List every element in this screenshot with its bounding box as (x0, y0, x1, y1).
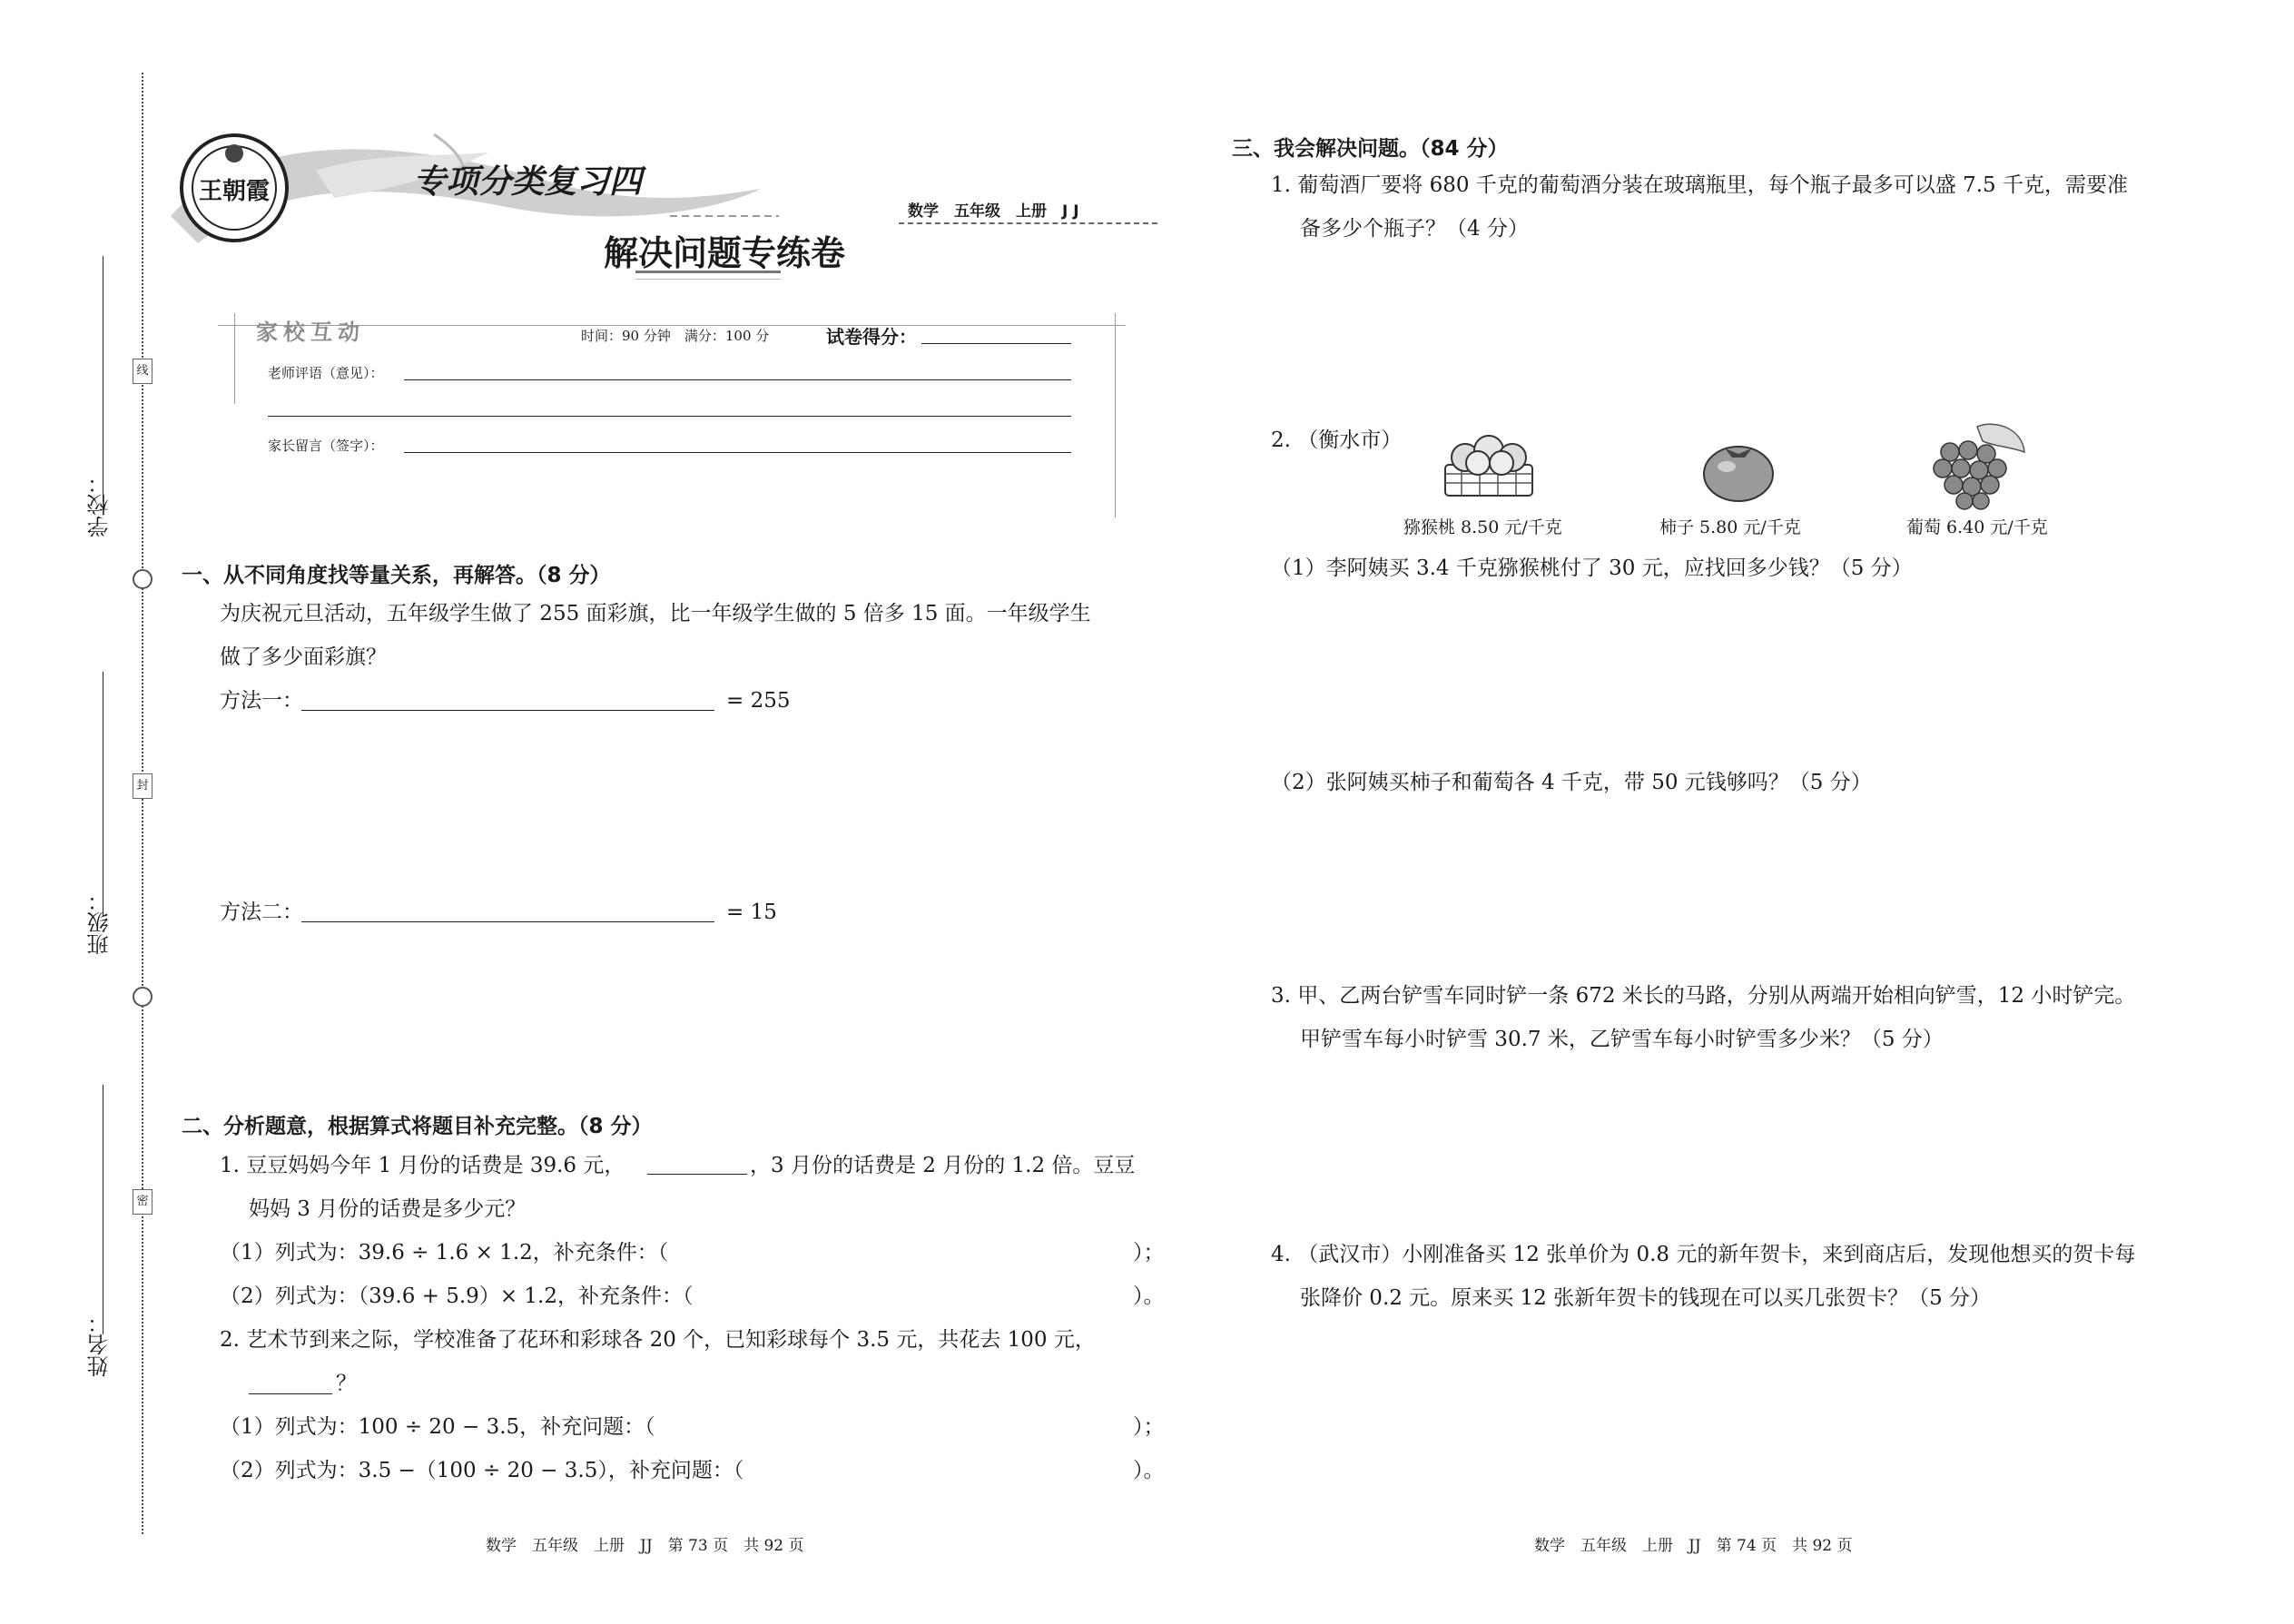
class-label: 班级： (87, 890, 113, 955)
brand-logo-text: 王朝霞 (198, 178, 270, 205)
binding-hole-icon (133, 987, 153, 1007)
s3-q2-sub2: （2）张阿姨买柿子和葡萄各 4 千克，带 50 元钱够吗？（5 分） (1271, 771, 1872, 794)
s3-q1-line1: 1. 葡萄酒厂要将 680 千克的葡萄酒分装在玻璃瓶里，每个瓶子最多可以盛 7.5 千克，需要准 (1271, 173, 2128, 197)
persimmon-icon (1698, 432, 1779, 505)
fruit-price-kiwi: 猕猴桃 8.50 元/千克 (1403, 517, 1562, 537)
parent-comment-field[interactable] (404, 452, 1071, 453)
s3-q4-line2: 张降价 0.2 元。原来买 12 张新年贺卡的钱现在可以买几张贺卡？（5 分） (1300, 1286, 1992, 1310)
s3-q3-line2: 甲铲雪车每小时铲雪 30.7 米，乙铲雪车每小时铲雪多少米？（5 分） (1300, 1028, 1944, 1051)
s2-q2-sub2: （2）列式为：3.5 −（100 ÷ 20 − 3.5），补充问题：（ (220, 1459, 744, 1482)
s2-q1-sub1-end: ）； (1133, 1241, 1165, 1265)
fruit-price-persimmon: 柿子 5.80 元/千克 (1659, 517, 1801, 537)
method2-answer-field[interactable] (301, 921, 714, 922)
kiwi-basket-icon (1434, 427, 1543, 499)
s2-q1-sub1: （1）列式为：39.6 ÷ 1.6 × 1.2，补充条件：（ (220, 1241, 669, 1265)
method1-label: 方法一： (220, 689, 303, 713)
method1-rhs: = 255 (726, 689, 791, 713)
section1-text-line1: 为庆祝元旦活动，五年级学生做了 255 面彩旗，比一年级学生做的 5 倍多 15 面。一年级学生 (220, 602, 1091, 625)
s2-q2-sub2-end: ）。 (1133, 1459, 1165, 1482)
school-label: 学校： (87, 472, 113, 537)
subject-tag: 数学 五年级 上册 J J (908, 202, 1079, 221)
s3-q4-line1: 4. （武汉市）小刚准备买 12 张单价为 0.8 元的新年贺卡，来到商店后，发现他想买的贺卡每 (1271, 1243, 2136, 1266)
cut-mark-feng: 封 (133, 773, 153, 799)
s2-q1-sub2-end: ）。 (1133, 1284, 1165, 1308)
s2-q2-sub1-end: ）； (1133, 1415, 1165, 1439)
s3-q2-label: 2. （衡水市） (1271, 428, 1403, 452)
teacher-comment-field-line2[interactable] (268, 416, 1071, 417)
s2-q1-line2: 妈妈 3 月份的话费是多少元？ (249, 1197, 527, 1221)
parent-comment-label: 家长留言（签字）： (268, 438, 384, 454)
name-label: 姓名： (87, 1312, 113, 1377)
s2-q1-condition-blank[interactable] (647, 1174, 747, 1175)
section3-title: 三、我会解决问题。（84 分） (1232, 137, 1509, 161)
subject-tag-rule (899, 222, 1157, 224)
s2-q1-line1-start: 1. 豆豆妈妈今年 1 月份的话费是 39.6 元， (220, 1154, 625, 1177)
teacher-comment-label: 老师评语（意见）： (268, 365, 384, 381)
s3-q3-line1: 3. 甲、乙两台铲雪车同时铲一条 672 米长的马路，分别从两端开始相向铲雪，12 小时铲完。 (1271, 984, 2136, 1008)
fruit-price-grapes: 葡萄 6.40 元/千克 (1906, 517, 2048, 537)
method1-answer-field[interactable] (301, 710, 714, 711)
s2-q2-question-blank[interactable] (249, 1393, 332, 1394)
grapes-icon (1923, 419, 2032, 510)
s3-q2-sub1: （1）李阿姨买 3.4 千克猕猴桃付了 30 元，应找回多少钱？（5 分） (1271, 556, 1913, 580)
home-school-frame-left (234, 313, 235, 404)
score-field[interactable] (921, 343, 1071, 344)
home-school-frame-right (1115, 313, 1116, 517)
section2-title: 二、分析题意，根据算式将题目补充完整。（8 分） (182, 1115, 653, 1138)
cut-mark-xian: 线 (133, 359, 153, 384)
teacher-comment-field[interactable] (404, 379, 1071, 380)
s2-q1-sub2: （2）列式为：（39.6 + 5.9）× 1.2，补充条件：（ (220, 1284, 694, 1308)
time-info: 时间：90 分钟 满分：100 分 (581, 328, 770, 344)
score-label: 试卷得分： (826, 326, 917, 348)
series-title: 专项分类复习四 (413, 163, 643, 201)
s2-q2-line1: 2. 艺术节到来之际，学校准备了花环和彩球各 20 个，已知彩球每个 3.5 元，共花去 100 元， (220, 1328, 1096, 1352)
section1-text-line2: 做了多少面彩旗？ (220, 645, 387, 669)
s2-q1-line1-end: ，3 月份的话费是 2 月份的 1.2 倍。豆豆 (750, 1154, 1136, 1177)
title-dot-ornament (635, 271, 781, 280)
binding-dotted-line (142, 73, 143, 1534)
section1-title: 一、从不同角度找等量关系，再解答。（8 分） (182, 564, 611, 587)
home-school-label: 家校互动 (256, 320, 365, 345)
footer-right: 数学 五年级 上册 JJ 第 74 页 共 92 页 (1534, 1537, 1853, 1555)
s3-q1-line2: 备多少个瓶子？（4 分） (1300, 217, 1529, 241)
footer-left: 数学 五年级 上册 JJ 第 73 页 共 92 页 (486, 1537, 804, 1555)
method2-label: 方法二： (220, 901, 303, 924)
s2-q2-line2-end: ？ (336, 1372, 357, 1395)
method2-rhs: = 15 (726, 901, 777, 924)
s2-q2-sub1: （1）列式为：100 ÷ 20 − 3.5，补充问题：（ (220, 1415, 655, 1439)
paper-title: 解决问题专练卷 (604, 232, 846, 273)
cut-mark-mi: 密 (133, 1189, 153, 1215)
binding-hole-icon (133, 569, 153, 589)
